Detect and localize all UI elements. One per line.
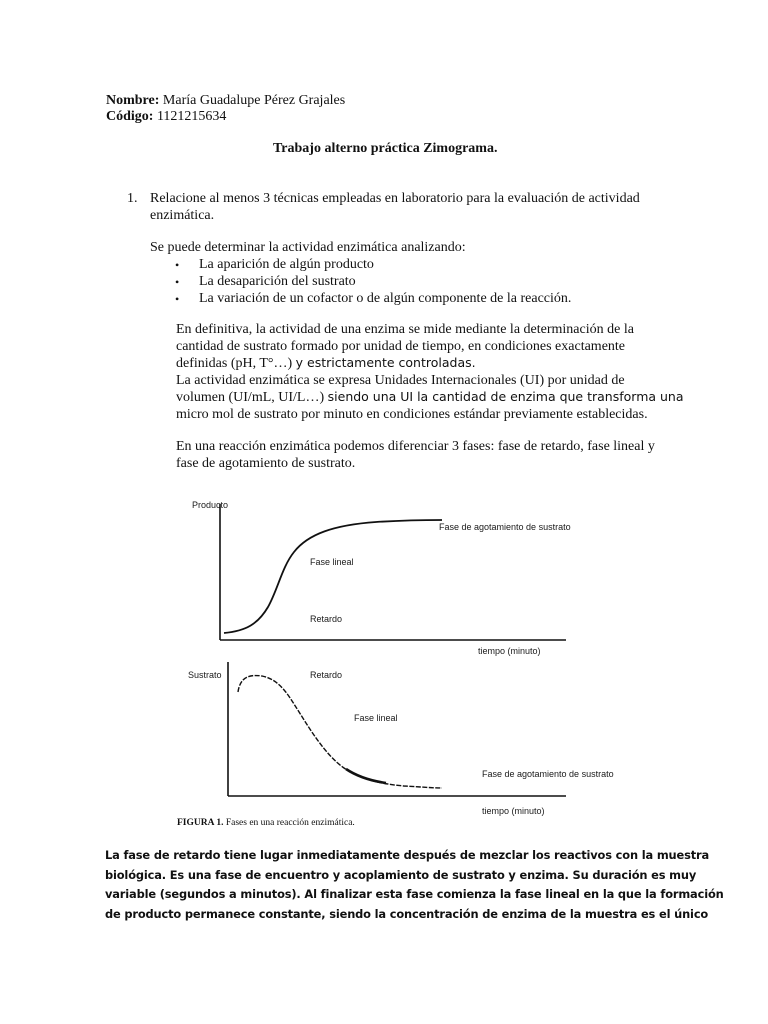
figure-caption — [177, 818, 355, 828]
name-line — [106, 92, 345, 109]
bullet-item-2: La desaparición del sustrato — [199, 274, 356, 289]
body-line: biológica. Es una fase de encuentro y acoplamiento de sustrato y enzima. Su duración es muy — [105, 867, 697, 882]
question-number: 1. — [127, 191, 138, 206]
code-label: Código: — [106, 109, 154, 124]
body-line: variable (segundos a minutos). Al finalizar esta fase comienza la fase lineal en la que la formación — [105, 887, 724, 901]
bottom-label-linear: Fase lineal — [354, 713, 398, 723]
name-value: María Guadalupe Pérez Grajales — [162, 93, 346, 108]
top-x-label: tiempo (minuto) — [478, 646, 541, 656]
caption-text: Fases en una reacción enzimática. — [225, 818, 355, 828]
bottom-y-label: Sustrato — [188, 670, 222, 680]
question-text — [150, 191, 640, 224]
code-value: 1121215634 — [156, 109, 227, 124]
bottom-x-label: tiempo (minuto) — [482, 806, 545, 816]
bottom-label-lag: Retardo — [310, 670, 343, 680]
bullet-item-3: La variación de un cofactor o de algún componente de la reacción. — [199, 291, 572, 306]
paragraph-phases — [176, 439, 655, 472]
bullet-icon: • — [175, 258, 180, 272]
question-line-1: Relacione al menos 3 técnicas empleadas en laboratorio para la evaluación de actividad — [150, 191, 640, 206]
bullet-item-1: La aparición de algún producto — [199, 257, 374, 272]
body-line: La fase de retardo tiene lugar inmediatamente después de mezclar los reactivos con la muestra — [105, 848, 710, 862]
bottom-label-depletion: Fase de agotamiento de sustrato — [482, 769, 614, 779]
paragraph-line — [176, 355, 684, 373]
body-text — [105, 846, 724, 924]
caption-label: FIGURA 1. — [177, 818, 224, 828]
code-line — [106, 108, 226, 125]
bullet-icon: • — [175, 275, 180, 289]
bullet-icon: • — [175, 292, 180, 306]
paragraph-segment: volumen (UI/mL, UI/L…) — [176, 390, 328, 406]
paragraph-line: La actividad enzimática se expresa Unidades Internacionales (UI) por unidad de — [176, 372, 625, 388]
substrate-curve-thick — [346, 769, 386, 783]
name-label: Nombre: — [106, 93, 160, 108]
paragraph-segment: y estrictamente controladas. — [295, 355, 476, 371]
paragraph-line: En una reacción enzimática podemos diferenciar 3 fases: fase de retardo, fase lineal y — [176, 439, 655, 454]
paragraph-line: cantidad de sustrato formado por unidad de tiempo, en condiciones exactamente — [176, 338, 626, 354]
paragraph-activity — [176, 322, 684, 424]
question-line-2: enzimática. — [150, 207, 215, 223]
paragraph-segment: siendo una UI la cantidad de enzima que transforma una — [327, 389, 684, 405]
top-label-plateau: Fase de agotamiento de sustrato — [439, 522, 571, 532]
enzyme-phases-figure — [176, 492, 636, 822]
paragraph-line — [176, 389, 684, 407]
intro-text: Se puede determinar la actividad enzimática analizando: — [150, 240, 466, 255]
substrate-curve — [238, 676, 442, 788]
top-y-label: Producto — [192, 500, 229, 510]
paragraph-segment: definidas (pH, T°…) — [176, 356, 296, 372]
paragraph-line: micro mol de sustrato por minuto en condiciones estándar previamente establecidas. — [176, 406, 648, 422]
top-label-lag: Retardo — [310, 614, 343, 624]
top-label-linear: Fase lineal — [310, 557, 354, 567]
body-line: de producto permanece constante, siendo la concentración de enzima de la muestra es el único — [105, 906, 709, 921]
paragraph-line: fase de agotamiento de sustrato. — [176, 455, 356, 471]
paragraph-line: En definitiva, la actividad de una enzima se mide mediante la determinación de la — [176, 322, 634, 337]
page-title: Trabajo alterno práctica Zimograma. — [273, 141, 498, 156]
